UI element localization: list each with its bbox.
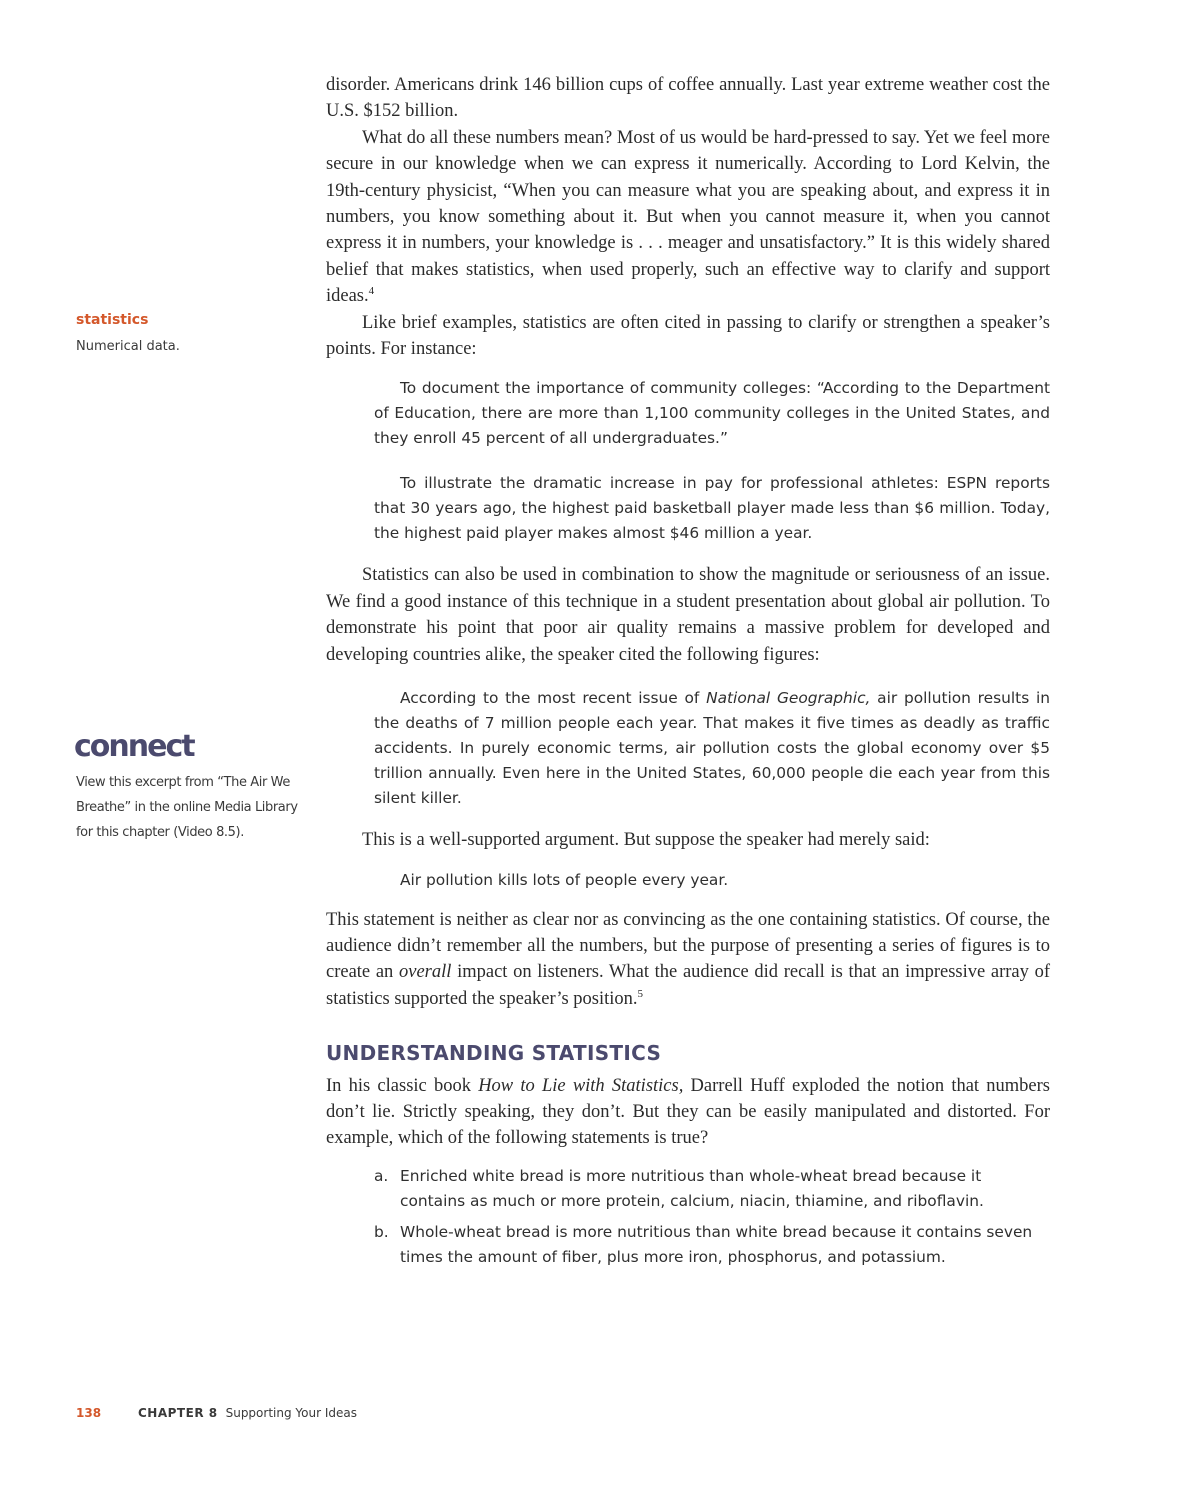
list-marker: a.	[374, 1166, 389, 1185]
chapter-title: Supporting Your Ideas	[225, 1406, 357, 1420]
footnote-ref-4: 4	[368, 285, 375, 298]
book-title: How to Lie with Statistics,	[478, 1075, 684, 1096]
quote-air-pollution-statistics: According to the most recent issue of National Geographic, air pollution results in the deaths of 7 million people each year. That makes it five times as deadly as traffic accidents. In purely economic terms, air pollution costs the global economy over $5 trillion annually. Even here in the United States, 60,000 people die each year from this silent killer.	[374, 689, 1050, 808]
connect-video-note: View this excerpt from “The Air We Breathe” in the online Media Library for this chapter (Video 8.5).	[76, 775, 298, 840]
list-item-text: Enriched white bread is more nutritious than whole-wheat bread because it contains as much or more protein, calcium, niacin, thiamine, and riboflavin.	[400, 1166, 984, 1210]
list-item	[374, 1164, 1050, 1214]
page-number: 138	[76, 1406, 102, 1420]
list-marker: b.	[374, 1222, 389, 1241]
magazine-title: National Geographic,	[706, 689, 871, 708]
connect-logo: connect	[74, 729, 194, 764]
paragraph-4: Statistics can also be used in combination to show the magnitude or seriousness of an issue. We find a good instance of this technique in a student presentation about global air pollution. To demonstrate his point that poor air quality remains a massive problem for developed and developing countries alike, the speaker cited the following figures:	[326, 565, 1050, 665]
statement-list	[374, 1164, 1050, 1270]
glossary-term: statistics	[76, 312, 149, 328]
example-athlete-pay: To illustrate the dramatic increase in pay for professional athletes: ESPN reports that 30 years ago, the highest paid basketball player made less than $6 million. Today, the highest paid player makes almost $46 million a year.	[374, 474, 1050, 543]
quote-vague-claim: Air pollution kills lots of people every year.	[400, 870, 729, 889]
footnote-ref-5: 5	[637, 987, 644, 1000]
glossary-definition: Numerical data.	[76, 339, 180, 354]
page-footer	[76, 1406, 357, 1420]
paragraph-7: In his classic book How to Lie with Statistics, Darrell Huff exploded the notion that numbers don’t lie. Strictly speaking, they don’t. But they can be easily manipulated and distorted. For example, which of the following statements is true?	[326, 1075, 1050, 1149]
list-item	[374, 1220, 1050, 1270]
paragraph-6: This statement is neither as clear nor as convincing as the one containing statistics. Of course, the audience didn’t remember all the numbers, but the purpose of presenting a series of figures is to create an overall impact on listeners. What the audience did recall is that an impressive array of statistics supported the speaker’s position.$^5$	[326, 909, 1050, 1009]
chapter-label: CHAPTER 8	[138, 1406, 218, 1420]
paragraph-2: What do all these numbers mean? Most of us would be hard-pressed to say. Yet we feel more secure in our knowledge when we can express it numerically. According to Lord Kelvin, the 19th-century physicist, “When you can measure what you are speaking about, and express it in numbers, you know something about it. But when you cannot measure it, when you cannot express it in numbers, your knowledge is . . . meager and unsatisfactory.” It is this widely shared belief that makes statistics, when used properly, such an effective way to clarify and support ideas.$^4$	[326, 127, 1050, 307]
paragraph-1: disorder. Americans drink 146 billion cups of coffee annually. Last year extreme weather cost the U.S. $152 billion.	[326, 75, 1050, 122]
paragraph-3: Like brief examples, statistics are often cited in passing to clarify or strengthen a speaker’s points. For instance:	[326, 312, 1050, 360]
list-item-text: Whole-wheat bread is more nutritious than white bread because it contains seven times the amount of fiber, plus more iron, phosphorus, and potassium.	[400, 1222, 1033, 1266]
main-text-column	[326, 72, 1050, 1276]
section-heading: UNDERSTANDING STATISTICS	[326, 1041, 662, 1066]
example-community-colleges: To document the importance of community colleges: “According to the Department of Education, there are more than 1,100 community colleges in the United States, and they enroll 45 percent of all undergraduates.”	[374, 379, 1050, 448]
paragraph-5: This is a well-supported argument. But suppose the speaker had merely said:	[362, 830, 930, 851]
